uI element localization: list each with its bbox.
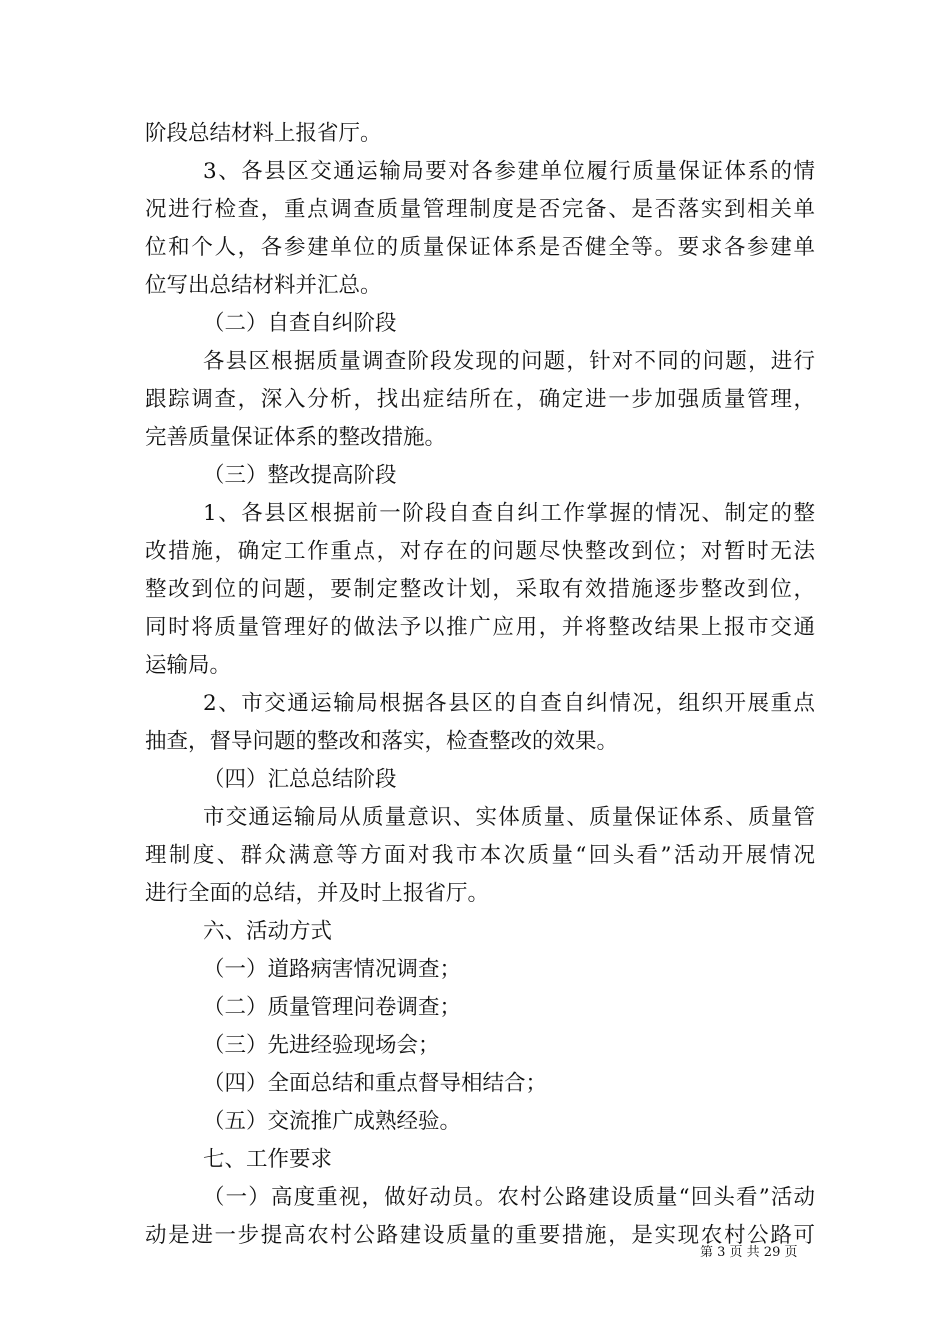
section-heading: （四）汇总总结阶段	[203, 767, 397, 792]
paragraph-line: 完善质量保证体系的整改措施。	[145, 425, 447, 450]
paragraph-line: 动是进一步提高农村公路建设质量的重要措施，是实现农村公路可	[145, 1223, 815, 1248]
section-heading: （三）整改提高阶段	[203, 463, 397, 488]
section-heading: （二）自查自纠阶段	[203, 311, 397, 336]
paragraph-line: 整改到位的问题，要制定整改计划，采取有效措施逐步整改到位，	[145, 577, 815, 602]
paragraph-line: （一）高度重视，做好动员。农村公路建设质量“回头看”活动	[203, 1185, 815, 1210]
paragraph-line: 阶段总结材料上报省厅。	[145, 121, 382, 146]
list-item: （三）先进经验现场会；	[203, 1033, 440, 1058]
paragraph-line: 1、各县区根据前一阶段自查自纠工作掌握的情况、制定的整	[203, 501, 815, 526]
paragraph-line: 2、市交通运输局根据各县区的自查自纠情况，组织开展重点	[203, 691, 815, 716]
section-heading: 七、工作要求	[203, 1147, 333, 1172]
paragraph-line: 3、各县区交通运输局要对各参建单位履行质量保证体系的情	[203, 159, 815, 184]
paragraph-line: 各县区根据质量调查阶段发现的问题，针对不同的问题，进行	[203, 349, 815, 374]
paragraph-line: 同时将质量管理好的做法予以推广应用，并将整改结果上报市交通	[145, 615, 815, 640]
paragraph-line: 位和个人，各参建单位的质量保证体系是否健全等。要求各参建单	[145, 235, 815, 260]
paragraph-line: 市交通运输局从质量意识、实体质量、质量保证体系、质量管	[203, 805, 815, 830]
page-number: 第 3 页 共 29 页	[700, 1245, 798, 1260]
paragraph-line: 理制度、群众满意等方面对我市本次质量“回头看”活动开展情况	[145, 843, 815, 868]
paragraph-line: 况进行检查，重点调查质量管理制度是否完备、是否落实到相关单	[145, 197, 815, 222]
paragraph-line: 运输局。	[145, 653, 232, 678]
list-item: （五）交流推广成熟经验。	[203, 1109, 462, 1134]
paragraph-line: 位写出总结材料并汇总。	[145, 273, 382, 298]
paragraph-line: 抽查，督导问题的整改和落实，检查整改的效果。	[145, 729, 619, 754]
list-item: （四）全面总结和重点督导相结合；	[203, 1071, 548, 1096]
section-heading: 六、活动方式	[203, 919, 333, 944]
paragraph-line: 改措施，确定工作重点，对存在的问题尽快整改到位；对暂时无法	[145, 539, 815, 564]
paragraph-line: 跟踪调查，深入分析，找出症结所在，确定进一步加强质量管理，	[145, 387, 815, 412]
list-item: （二）质量管理问卷调查；	[203, 995, 462, 1020]
list-item: （一）道路病害情况调查；	[203, 957, 462, 982]
paragraph-line: 进行全面的总结，并及时上报省厅。	[145, 881, 490, 906]
